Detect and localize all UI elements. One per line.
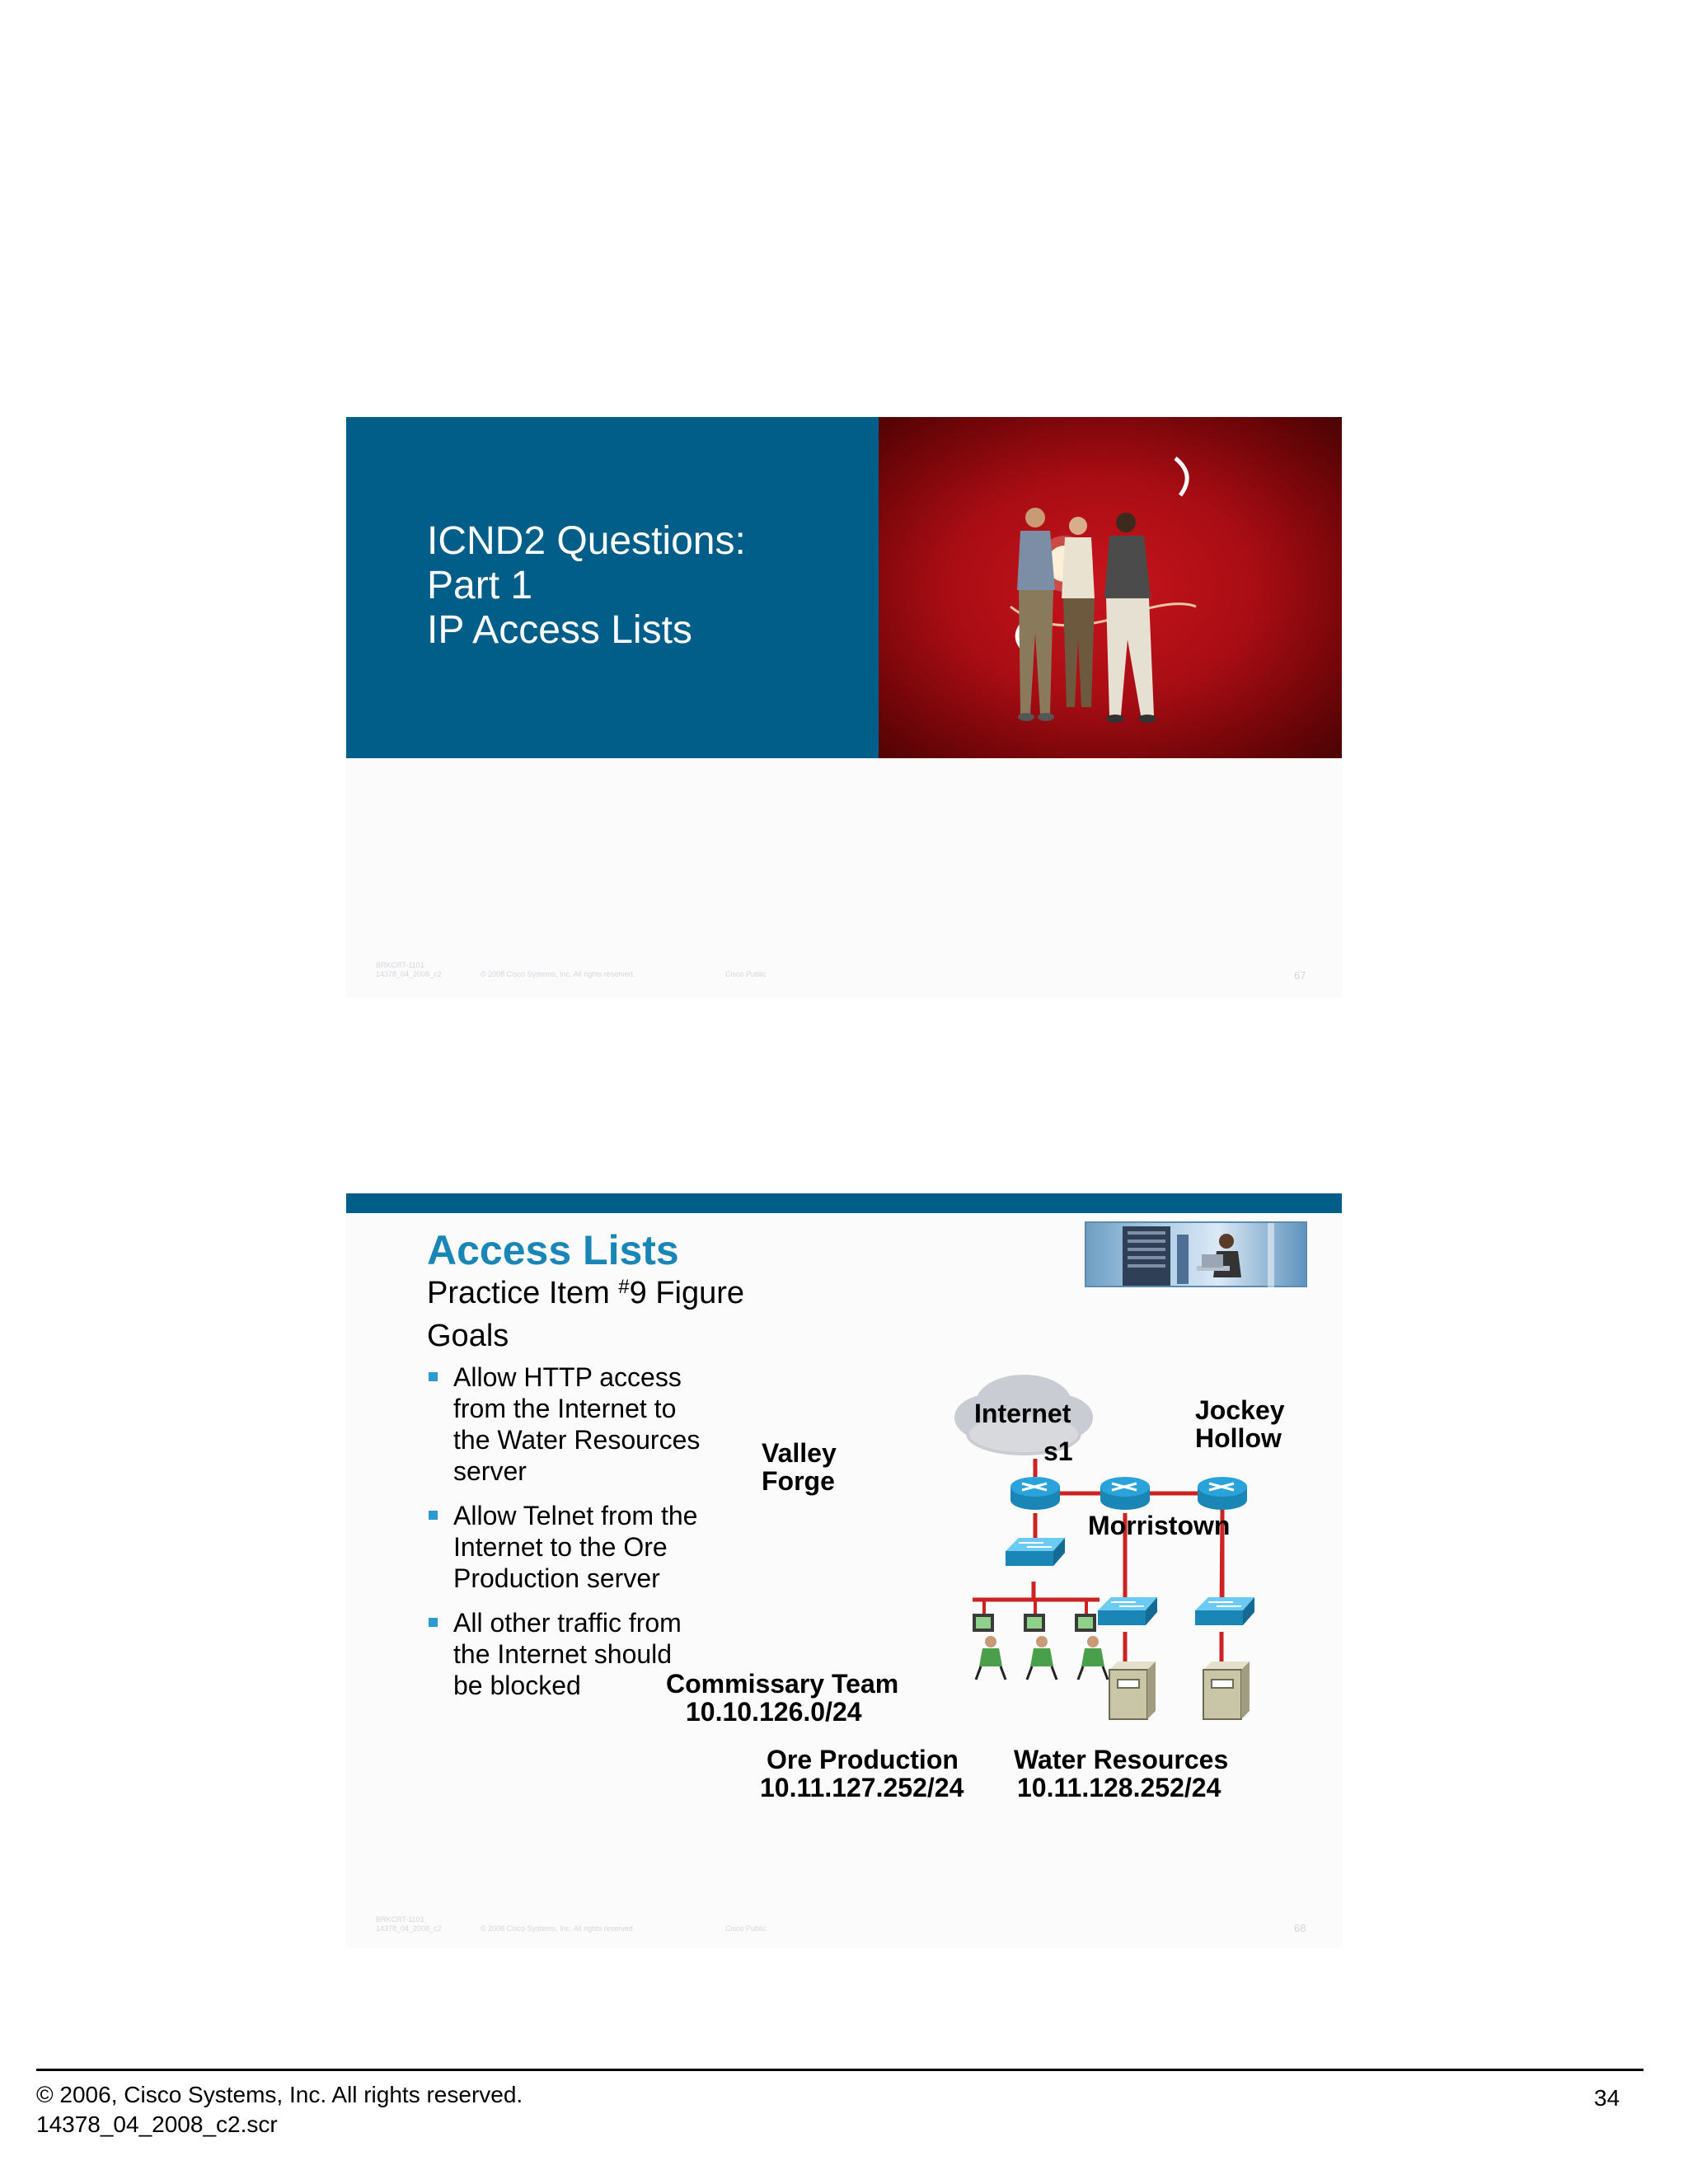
list-item: [427, 1500, 707, 1594]
bullet-square-icon: [429, 1372, 438, 1381]
ore-production-label: Ore Production: [767, 1745, 959, 1774]
list-item: [427, 1361, 707, 1487]
footer-session: BRKCRT-1101: [376, 1915, 424, 1924]
workstation-icon: [973, 1614, 1006, 1680]
slide-67: [346, 417, 1342, 997]
server-icon: [1109, 1661, 1156, 1719]
slide-number: 68: [1294, 1922, 1306, 1934]
router-icon: [1010, 1477, 1060, 1510]
list-item: [427, 1607, 707, 1701]
woman-at-laptop-datacenter-image: [1085, 1221, 1307, 1287]
router-label-line1: Jockey: [1195, 1395, 1285, 1425]
footer-copyright: © 2008 Cisco Systems, Inc. All rights reserved.: [481, 970, 635, 978]
title-line-1: ICND2 Questions:: [427, 519, 746, 563]
page-number: 34: [1594, 2085, 1620, 2111]
ore-production-address: 10.11.127.252/24: [760, 1773, 964, 1802]
subtitle-suffix: 9 Figure: [629, 1276, 745, 1310]
footer-copyright: © 2008 Cisco Systems, Inc. All rights reserved.: [481, 1924, 635, 1933]
title-line-3: IP Access Lists: [427, 608, 692, 652]
slide-footer-ids: [376, 961, 442, 979]
router-label-morristown: Morristown: [1088, 1511, 1231, 1540]
footer-classification: Cisco Public: [725, 970, 767, 978]
footer-divider: [36, 2069, 1643, 2071]
footer-session: BRKCRT-1101: [376, 961, 424, 969]
footer-classification: Cisco Public: [725, 1924, 767, 1933]
router-icon: [1100, 1477, 1150, 1510]
switch-icon: [1098, 1597, 1157, 1625]
router-label-line2: Forge: [762, 1466, 835, 1496]
bullet-square-icon: [429, 1511, 438, 1520]
water-resources-address: 10.11.128.252/24: [1017, 1773, 1221, 1802]
router-icon: [1198, 1477, 1247, 1510]
bullet-text: Allow Telnet from the Internet to the Ore Production server: [453, 1501, 698, 1593]
title-panel: [346, 417, 879, 758]
serial-link-label: s1: [1043, 1436, 1073, 1466]
commissary-subnet: 10.10.126.0/24: [686, 1697, 862, 1727]
subtitle-superscript: #: [618, 1276, 630, 1298]
bullet-text: All other traffic from the Internet should be blocked: [453, 1608, 682, 1700]
commissary-label: Commissary Team: [666, 1669, 899, 1699]
goals-heading: Goals: [427, 1319, 509, 1353]
slide-title: [427, 519, 746, 653]
page-copyright: © 2006, Cisco Systems, Inc. All rights reserved.: [36, 2082, 523, 2107]
water-resources-label: Water Resources: [1014, 1745, 1229, 1774]
slide-title: Access Lists: [427, 1227, 679, 1273]
bullet-square-icon: [429, 1618, 438, 1627]
bullet-text: Allow HTTP access from the Internet to the Water Resources server: [453, 1362, 701, 1486]
footer-file: 14378_04_2008_c2: [376, 1924, 442, 1933]
people-with-glowing-orb-image: [879, 417, 1342, 758]
slide-subtitle: [427, 1276, 744, 1311]
page-file-name: 14378_04_2008_c2.scr: [36, 2111, 278, 2137]
server-icon: [1203, 1661, 1250, 1719]
title-line-2: Part 1: [427, 564, 533, 607]
router-label-line1: Valley: [762, 1438, 837, 1468]
router-label-line2: Hollow: [1195, 1423, 1282, 1453]
subtitle-prefix: Practice Item: [427, 1276, 619, 1310]
slide-68: [346, 1193, 1342, 1948]
network-diagram: [666, 1355, 1311, 1816]
switch-icon: [1195, 1597, 1254, 1625]
switch-icon: [1006, 1538, 1065, 1566]
slide-number: 67: [1294, 969, 1306, 982]
slide-footer-ids: [376, 1915, 442, 1933]
cloud-label: Internet: [974, 1399, 1071, 1428]
workstation-icon: [1024, 1614, 1057, 1680]
goals-list: [427, 1361, 707, 1714]
header-bar: [346, 1193, 1342, 1213]
footer-file: 14378_04_2008_c2: [376, 970, 442, 978]
